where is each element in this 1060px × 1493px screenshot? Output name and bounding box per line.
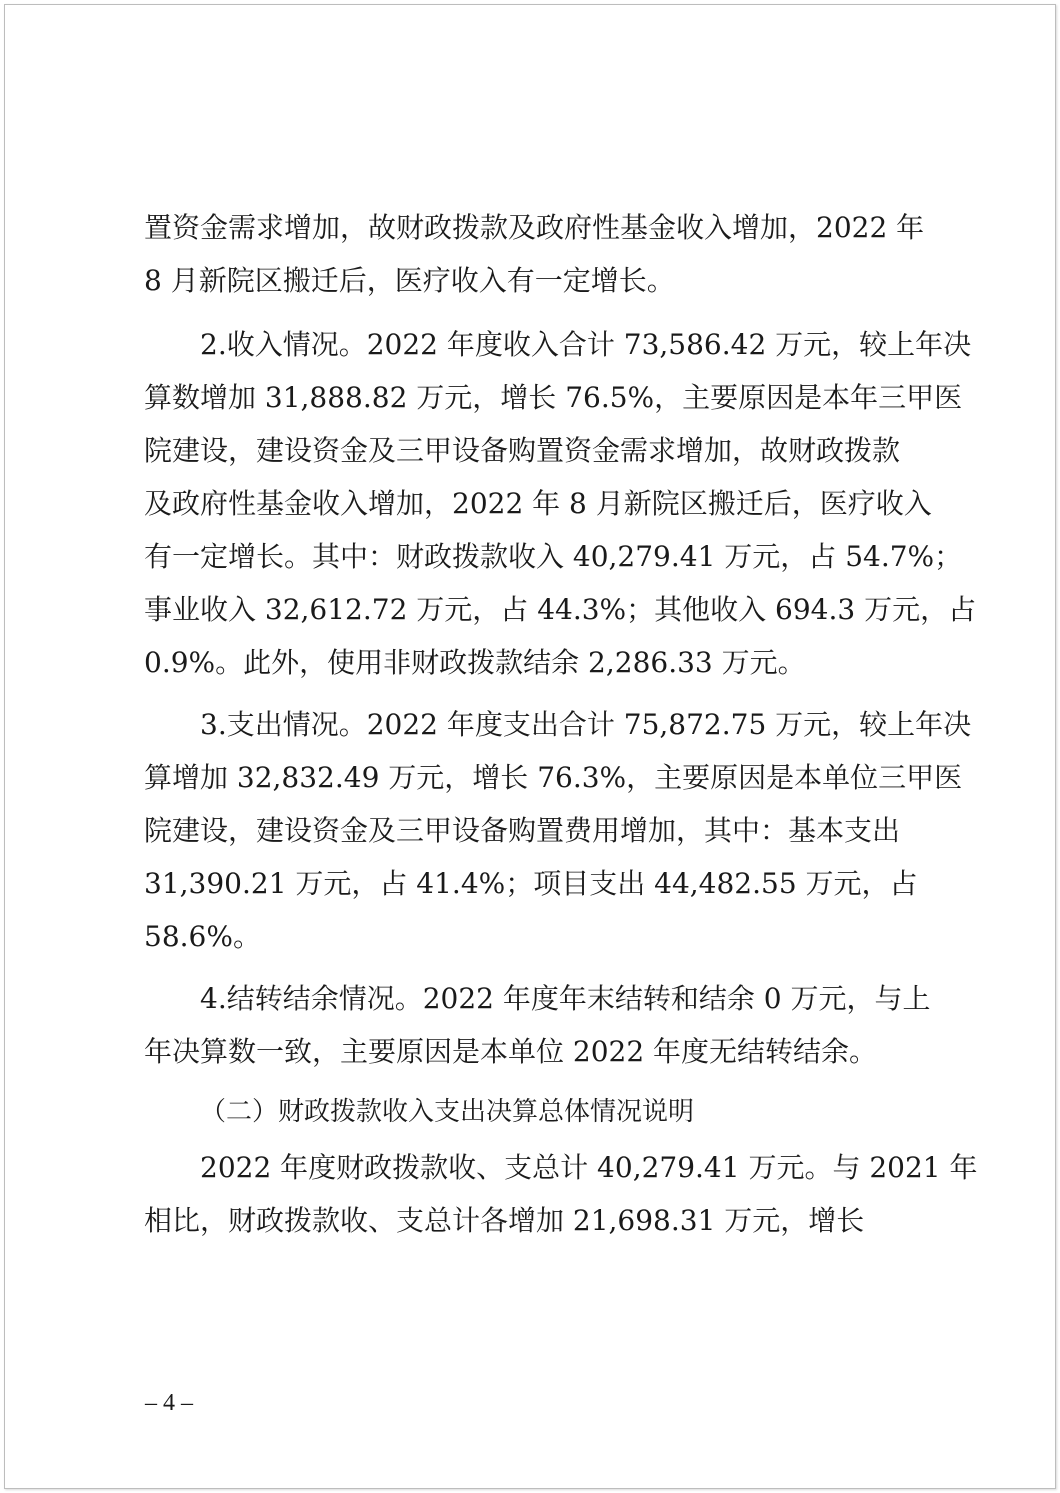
text-line: 2022 年度财政拨款收、支总计 40,279.41 万元。与 2021 年 (200, 1151, 978, 1184)
text-line: 院建设，建设资金及三甲设备购置费用增加，其中：基本支出 (144, 814, 901, 847)
document-page (4, 4, 1056, 1489)
text-line: 3.支出情况。2022 年度支出合计 75,872.75 万元，较上年决 (200, 708, 972, 741)
text-line: 算增加 32,832.49 万元，增长 76.3%，主要原因是本单位三甲医 (144, 761, 963, 794)
text-line: 事业收入 32,612.72 万元，占 44.3%；其他收入 694.3 万元，占 (144, 593, 977, 626)
text-line: 8 月新院区搬迁后，医疗收入有一定增长。 (144, 264, 675, 297)
text-line: 4.结转结余情况。2022 年度年末结转和结余 0 万元，与上 (200, 982, 931, 1015)
text-line: 0.9%。此外，使用非财政拨款结余 2,286.33 万元。 (144, 646, 806, 679)
text-line: 有一定增长。其中：财政拨款收入 40,279.41 万元，占 54.7%； (144, 540, 963, 573)
text-line: 及政府性基金收入增加，2022 年 8 月新院区搬迁后，医疗收入 (144, 487, 932, 520)
text-line: 年决算数一致，主要原因是本单位 2022 年度无结转结余。 (144, 1035, 878, 1068)
text-line: 2.收入情况。2022 年度收入合计 73,586.42 万元，较上年决 (200, 328, 972, 361)
section-heading: （二）财政拨款收入支出决算总体情况说明 (200, 1097, 695, 1127)
text-line: 相比，财政拨款收、支总计各增加 21,698.31 万元，增长 (144, 1204, 865, 1237)
text-line: 院建设，建设资金及三甲设备购置资金需求增加，故财政拨款 (144, 434, 901, 467)
text-line: 58.6%。 (144, 920, 261, 953)
text-line: 置资金需求增加，故财政拨款及政府性基金收入增加，2022 年 (144, 211, 925, 244)
page-number: – 4 – (145, 1390, 193, 1416)
text-line: 算数增加 31,888.82 万元，增长 76.5%，主要原因是本年三甲医 (144, 381, 963, 414)
text-line: 31,390.21 万元，占 41.4%；项目支出 44,482.55 万元，占 (144, 867, 918, 900)
